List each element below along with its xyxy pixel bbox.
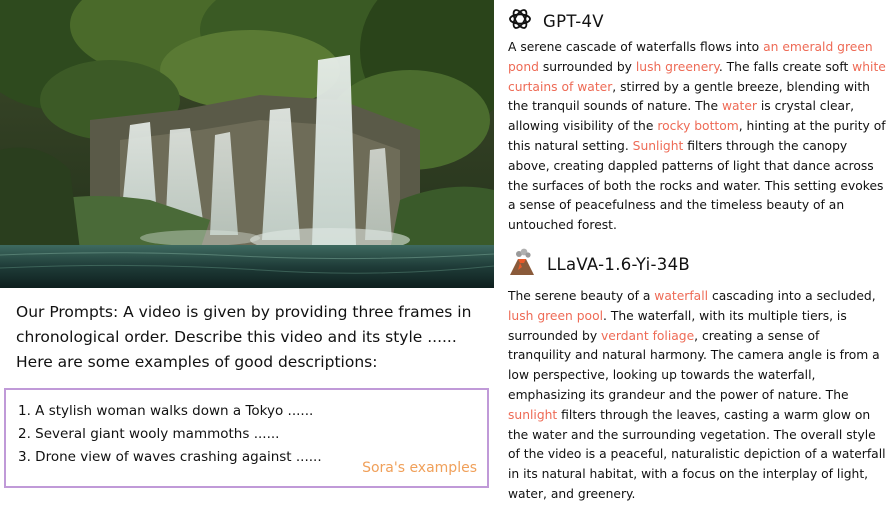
gpt4v-description bbox=[508, 38, 886, 236]
prompt-text bbox=[16, 300, 490, 375]
description-text: is crystal clear, allowing visibility of the bbox=[508, 99, 855, 134]
model-name: LLaVA-1.6-Yi-34B bbox=[547, 254, 690, 274]
model-name: GPT-4V bbox=[543, 11, 604, 31]
highlighted-phrase: white curtains of water bbox=[508, 59, 886, 94]
prompt-line: chronological order. Describe this video and its style ...... bbox=[16, 328, 457, 346]
highlighted-phrase: waterfall bbox=[654, 289, 709, 303]
description-text: . The falls create soft bbox=[718, 59, 853, 74]
example-item: 1. A stylish woman walks down a Tokyo ...... bbox=[18, 403, 314, 419]
description-text: , hinting at the purity of this natural setting. bbox=[508, 119, 886, 153]
prompt-line: Our Prompts: A video is given by providing three frames in bbox=[16, 303, 472, 321]
highlighted-phrase: lush greenery bbox=[635, 59, 719, 74]
description-text: cascading into a secluded, bbox=[708, 289, 876, 303]
highlighted-phrase: rocky bottom bbox=[657, 119, 739, 134]
description-text: filters through the leaves, casting a warm glow on the water and the surrounding vegetation. The overall style of the video is a peaceful, naturalistic depiction of a waterfall in its natural habitat, with a focus on the interplay of light, water, and greenery. bbox=[508, 407, 886, 501]
gpt4v-header bbox=[507, 6, 604, 36]
volcano-icon bbox=[507, 248, 537, 280]
examples-tag: Sora's examples bbox=[362, 460, 477, 476]
description-text: The serene beauty of a bbox=[508, 289, 655, 303]
highlighted-phrase: lush green pool bbox=[508, 308, 604, 323]
highlighted-phrase: an emerald green pond bbox=[508, 40, 873, 74]
description-text: filters through the canopy above, creating dappled patterns of light that dance across the surfaces of both the rocks and water. This setting evokes a sense of peacefulness and the timeless beauty of an untouched forest. bbox=[508, 138, 884, 233]
openai-logo-icon bbox=[507, 6, 533, 36]
description-text: . The waterfall, with its multiple tiers, is surrounded by bbox=[508, 308, 847, 343]
description-text: , stirred by a gentle breeze, blending with the tranquil sounds of nature. The bbox=[508, 79, 870, 114]
example-item: 2. Several giant wooly mammoths ...... bbox=[18, 426, 280, 442]
example-item: 3. Drone view of waves crashing against ...... bbox=[18, 449, 322, 465]
highlighted-phrase: sunlight bbox=[508, 407, 558, 422]
description-text: , creating a sense of tranquility and natural harmony. The camera angle is from a low perspective, looking up towards the waterfall, emphasizing its grandeur and the power of nature. The bbox=[508, 328, 880, 402]
waterfall-photo bbox=[0, 0, 494, 288]
description-text: A serene cascade of waterfalls flows into bbox=[508, 40, 764, 54]
highlighted-phrase: water bbox=[721, 99, 757, 114]
highlighted-phrase: Sunlight bbox=[632, 138, 684, 153]
llava-description bbox=[508, 287, 886, 505]
highlighted-phrase: verdant foliage bbox=[601, 328, 695, 343]
prompt-line: Here are some examples of good descriptions: bbox=[16, 353, 378, 371]
description-text: surrounded by bbox=[538, 59, 636, 74]
examples-box bbox=[4, 388, 489, 488]
llava-header bbox=[507, 248, 690, 280]
